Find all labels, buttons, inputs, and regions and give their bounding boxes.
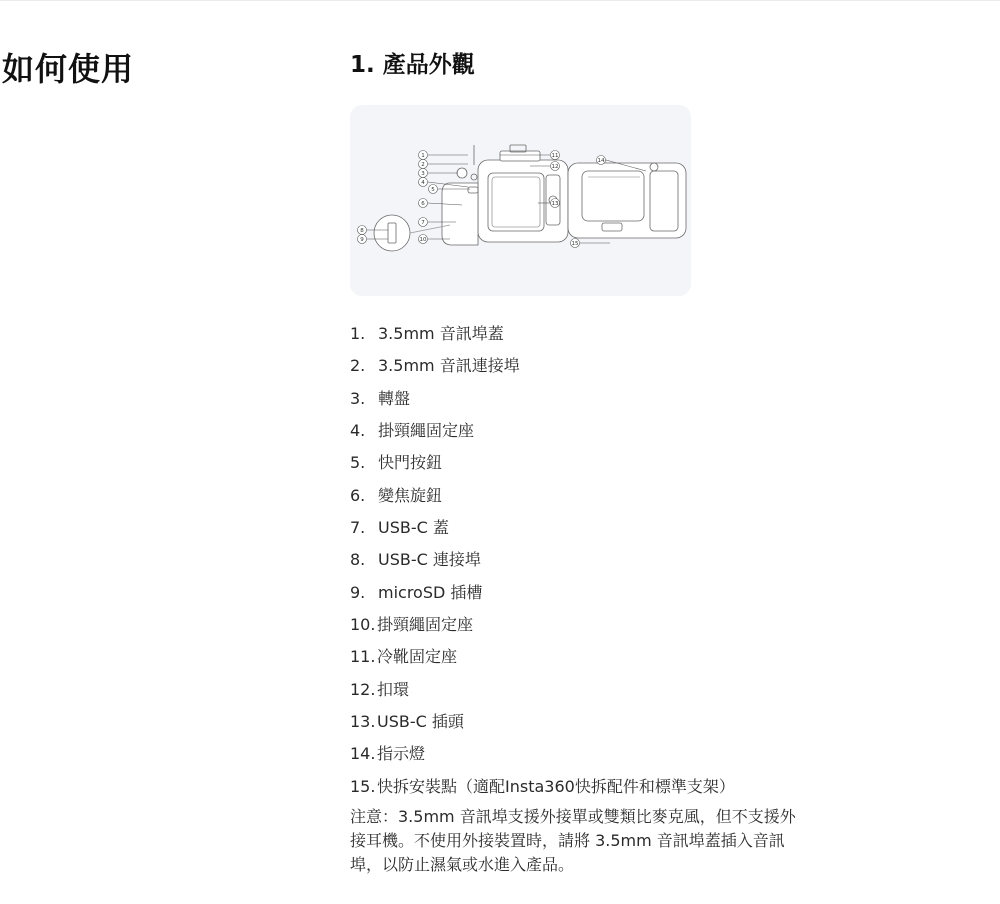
item-label: 掛頸繩固定座 (377, 615, 474, 635)
list-item (350, 482, 810, 514)
callout-3: 3 (421, 171, 425, 177)
item-number: 10. (350, 615, 376, 635)
item-number: 11. (350, 647, 376, 667)
item-label: 快拆安裝點（適配Insta360快拆配件和標準支架） (377, 776, 735, 796)
callout-7: 7 (421, 220, 425, 226)
callout-1: 1 (421, 153, 425, 159)
item-number: 5. (350, 453, 366, 473)
list-item (350, 546, 810, 578)
item-label: 3.5mm 音訊連接埠 (378, 356, 520, 376)
callout-2: 2 (421, 162, 425, 168)
item-label: 掛頸繩固定座 (378, 421, 475, 441)
item-number: 3. (350, 388, 366, 408)
item-number: 12. (350, 679, 376, 699)
list-item (350, 676, 810, 708)
item-label: USB-C 連接埠 (378, 550, 481, 570)
list-item (350, 740, 810, 772)
item-number: 2. (350, 356, 366, 376)
usage-note: 注意：3.5mm 音訊埠支援外接單或雙類比麥克風，但不支援外接耳機。不使用外接裝置時，請將 3.5mm 音訊埠蓋插入音訊埠，以防止濕氣或水進入產品。 (350, 807, 796, 874)
item-label: 指示燈 (377, 744, 426, 764)
item-number: 15. (350, 776, 376, 796)
item-label: 扣環 (377, 679, 410, 699)
callout-12: 12 (551, 164, 559, 170)
product-diagram (350, 105, 691, 296)
product-illustration (350, 105, 691, 296)
list-item (350, 417, 810, 449)
list-item (350, 449, 810, 481)
item-number: 8. (350, 550, 366, 570)
callout-4: 4 (421, 180, 425, 186)
callout-13: 13 (551, 201, 559, 207)
item-number: 1. (350, 324, 366, 343)
list-item (350, 708, 810, 740)
page-title: 如何使用 (2, 50, 135, 88)
item-label: 變焦旋鈕 (378, 485, 443, 505)
callout-6: 6 (421, 201, 425, 207)
top-divider (0, 0, 1000, 1)
item-label: USB-C 插頭 (377, 712, 464, 732)
item-label: 轉盤 (378, 388, 411, 408)
list-item (350, 514, 810, 546)
list-item (350, 385, 810, 417)
item-number: 14. (350, 744, 376, 764)
item-label: 冷靴固定座 (377, 647, 458, 667)
parts-list (350, 320, 810, 805)
item-number: 6. (350, 485, 366, 505)
callout-11: 11 (551, 153, 559, 159)
item-number: 7. (350, 518, 366, 538)
list-item (350, 773, 810, 805)
item-label: 3.5mm 音訊埠蓋 (378, 324, 504, 343)
callout-10: 10 (419, 237, 427, 243)
callout-15: 15 (571, 241, 579, 247)
list-item (350, 352, 810, 384)
item-label: USB-C 蓋 (378, 518, 449, 538)
callout-9: 9 (360, 237, 364, 243)
item-number: 4. (350, 421, 366, 441)
list-item (350, 611, 810, 643)
callout-5: 5 (431, 187, 435, 193)
list-item (350, 320, 810, 352)
section-title: 1. 產品外觀 (350, 52, 475, 78)
item-label: microSD 插槽 (378, 582, 483, 602)
item-label: 快門按鈕 (378, 453, 443, 473)
callout-14: 14 (597, 158, 605, 164)
item-number: 13. (350, 712, 376, 732)
item-number: 9. (350, 582, 366, 602)
list-item (350, 579, 810, 611)
list-item (350, 643, 810, 675)
callout-8: 8 (360, 228, 364, 234)
